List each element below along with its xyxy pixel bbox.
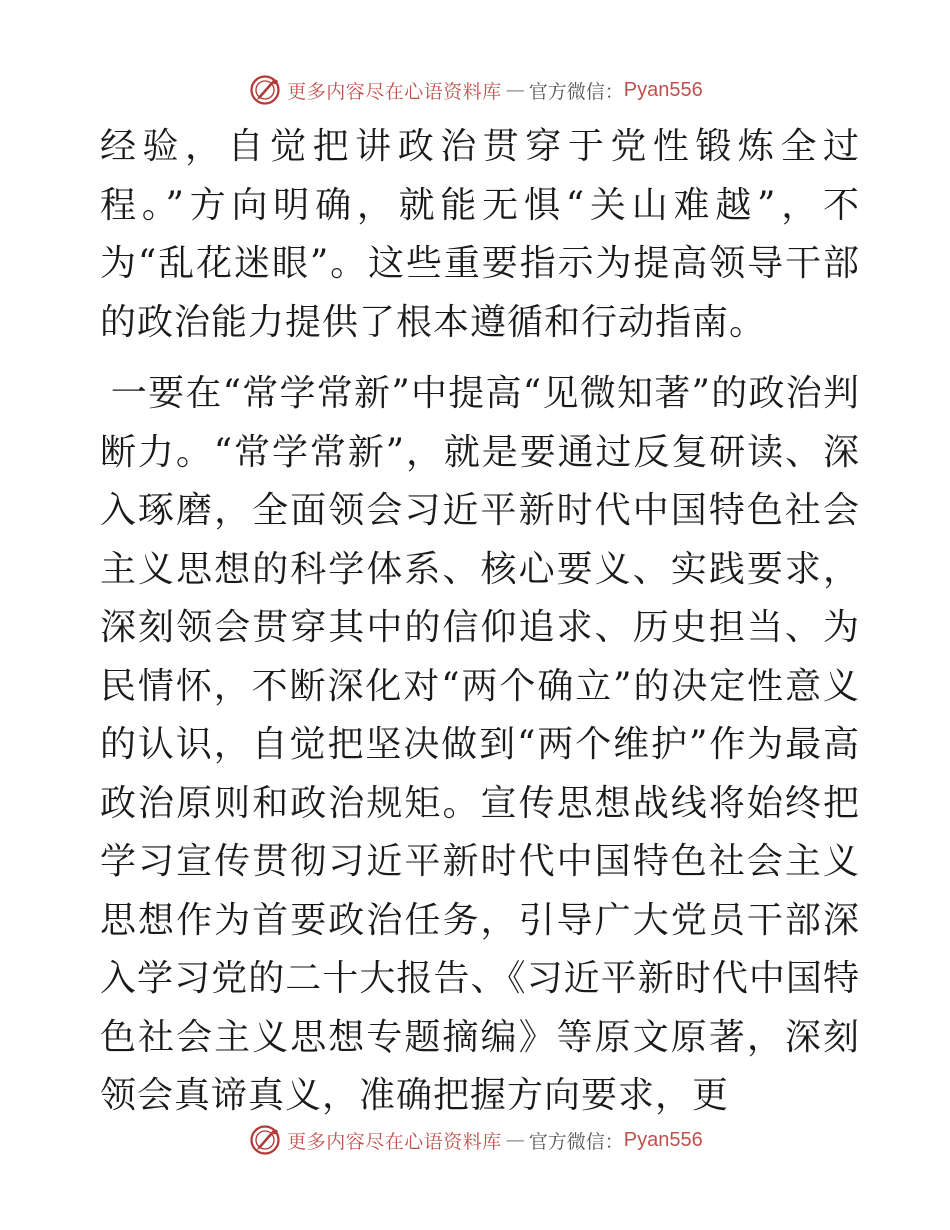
watermark-site-text: 更多内容尽在心语资料库 xyxy=(287,1130,502,1153)
document-body xyxy=(100,118,860,1126)
watermark-separator: — xyxy=(505,1129,525,1151)
footer-watermark xyxy=(0,1120,950,1160)
watermark-site-text: 更多内容尽在心语资料库 xyxy=(287,80,502,103)
quill-pen-logo-icon xyxy=(247,1122,283,1158)
watermark-official-label: 官方微信： xyxy=(528,80,624,103)
watermark-wechat-id: Pyan556 xyxy=(623,1128,703,1151)
document-paragraph-2: 一要在“常学常新”中提高“见微知著”的政治判断力。“常学常新”，就是要通过反复研读、深入琢磨，全面领会习近平新时代中国特色社会主义思想的科学体系、核心要义、实践要求，深刻领会贯穿其中的信仰追求、历史担当、为民情怀，不断深化对“两个确立”的决定性意义的认识，自觉把坚决做到“两个维护”作为最高政治原则和政治规矩。宣传思想战线将始终把学习宣传贯彻习近平新时代中国特色社会主义思想作为首要政治任务，引导广大党员干部深入学习党的二十大报告、《习近平新时代中国特色社会主义思想专题摘编》等原文原著，深刻领会真谛真义，准确把握方向要求，更 xyxy=(100,373,860,1116)
watermark-wechat-id: Pyan556 xyxy=(623,78,703,101)
quill-pen-logo-icon xyxy=(247,72,283,108)
document-paragraph-1: 经验，自觉把讲政治贯穿于党性锻炼全过程。”方向明确，就能无惧“关山难越”，不为“乱花迷眼”。这些重要指示为提高领导干部的政治能力提供了根本遵循和行动指南。 xyxy=(100,126,860,343)
header-watermark xyxy=(0,70,950,110)
watermark-separator: — xyxy=(505,79,525,101)
watermark-official-label: 官方微信： xyxy=(528,1130,624,1153)
